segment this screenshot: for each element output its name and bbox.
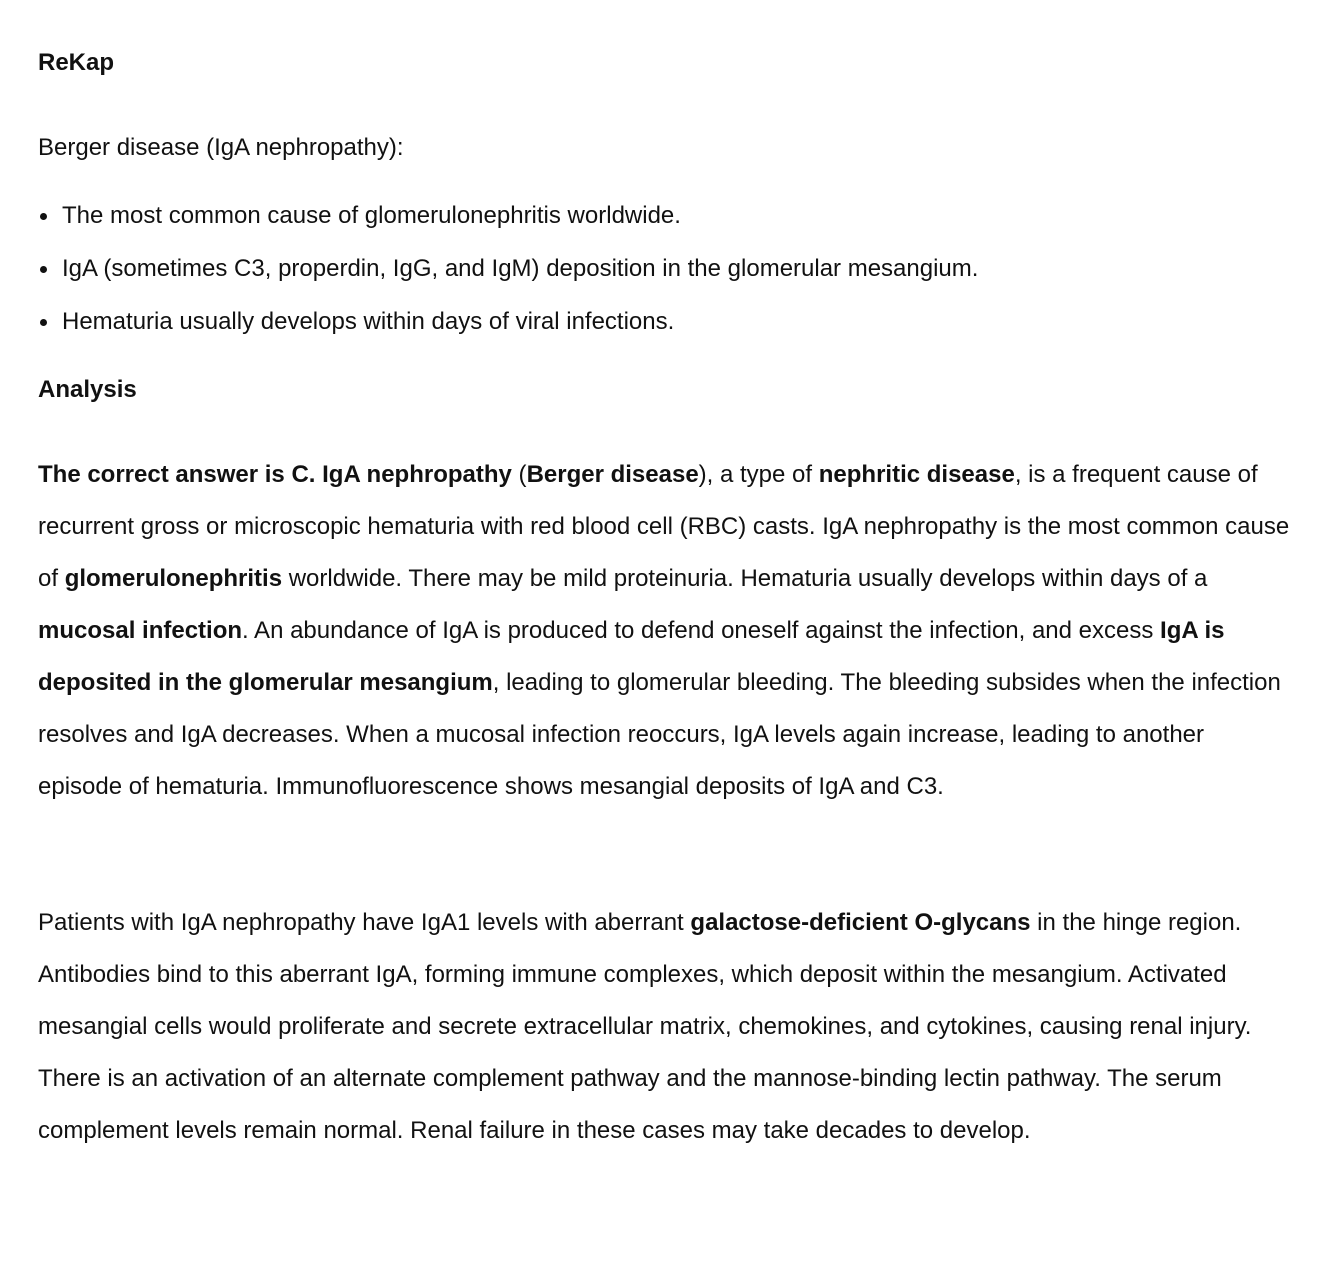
- list-item-text: IgA (sometimes C3, properdin, IgG, and IgM) deposition in the glomerular mesangium.: [62, 255, 979, 282]
- bullet-dot-icon: [40, 213, 47, 220]
- list-item-text: The most common cause of glomerulonephritis worldwide.: [62, 202, 681, 229]
- correct-answer-text: The correct answer is C. IgA nephropathy: [38, 461, 512, 488]
- list-item: [38, 201, 978, 254]
- rekap-intro: Berger disease (IgA nephropathy):: [38, 134, 404, 161]
- analysis-paragraph-2: Patients with IgA nephropathy have IgA1 levels with aberrant galactose-deficient O-glycans in the hinge region. Antibodies bind to this aberrant IgA, forming immune complexes, which deposit within the mesangium. Activated mesangial cells would proliferate and secrete extracellular matrix, chemokines, and cytokines, causing renal injury. There is an activation of an alternate complement pathway and the mannose-binding lectin pathway. The serum complement levels remain normal. Renal failure in these cases may take decades to develop.: [38, 909, 1252, 1144]
- list-item: [38, 307, 978, 360]
- rekap-bullet-list: [38, 201, 978, 360]
- bullet-dot-icon: [40, 266, 47, 273]
- bullet-dot-icon: [40, 319, 47, 326]
- analysis-paragraph-1: The correct answer is C. IgA nephropathy (Berger disease), a type of nephritic disease, is a frequent cause of recurrent gross or microscopic hematuria with red blood cell (RBC) casts. IgA nephropathy is the most common cause of glomerulonephritis worldwide. There may be mild proteinuria. Hematuria usually develops within days of a mucosal infection. An abundance of IgA is produced to defend oneself against the infection, and excess IgA is deposited in the glomerular mesangium, leading to glomerular bleeding. The bleeding subsides when the infection resolves and IgA decreases. When a mucosal infection reoccurs, IgA levels again increase, leading to another episode of hematuria. Immunofluorescence shows mesangial deposits of IgA and C3.: [38, 461, 1290, 800]
- list-item: [38, 254, 978, 307]
- rekap-heading: ReKap: [38, 49, 115, 76]
- analysis-heading: Analysis: [38, 376, 137, 403]
- list-item-text: Hematuria usually develops within days of viral infections.: [62, 308, 675, 335]
